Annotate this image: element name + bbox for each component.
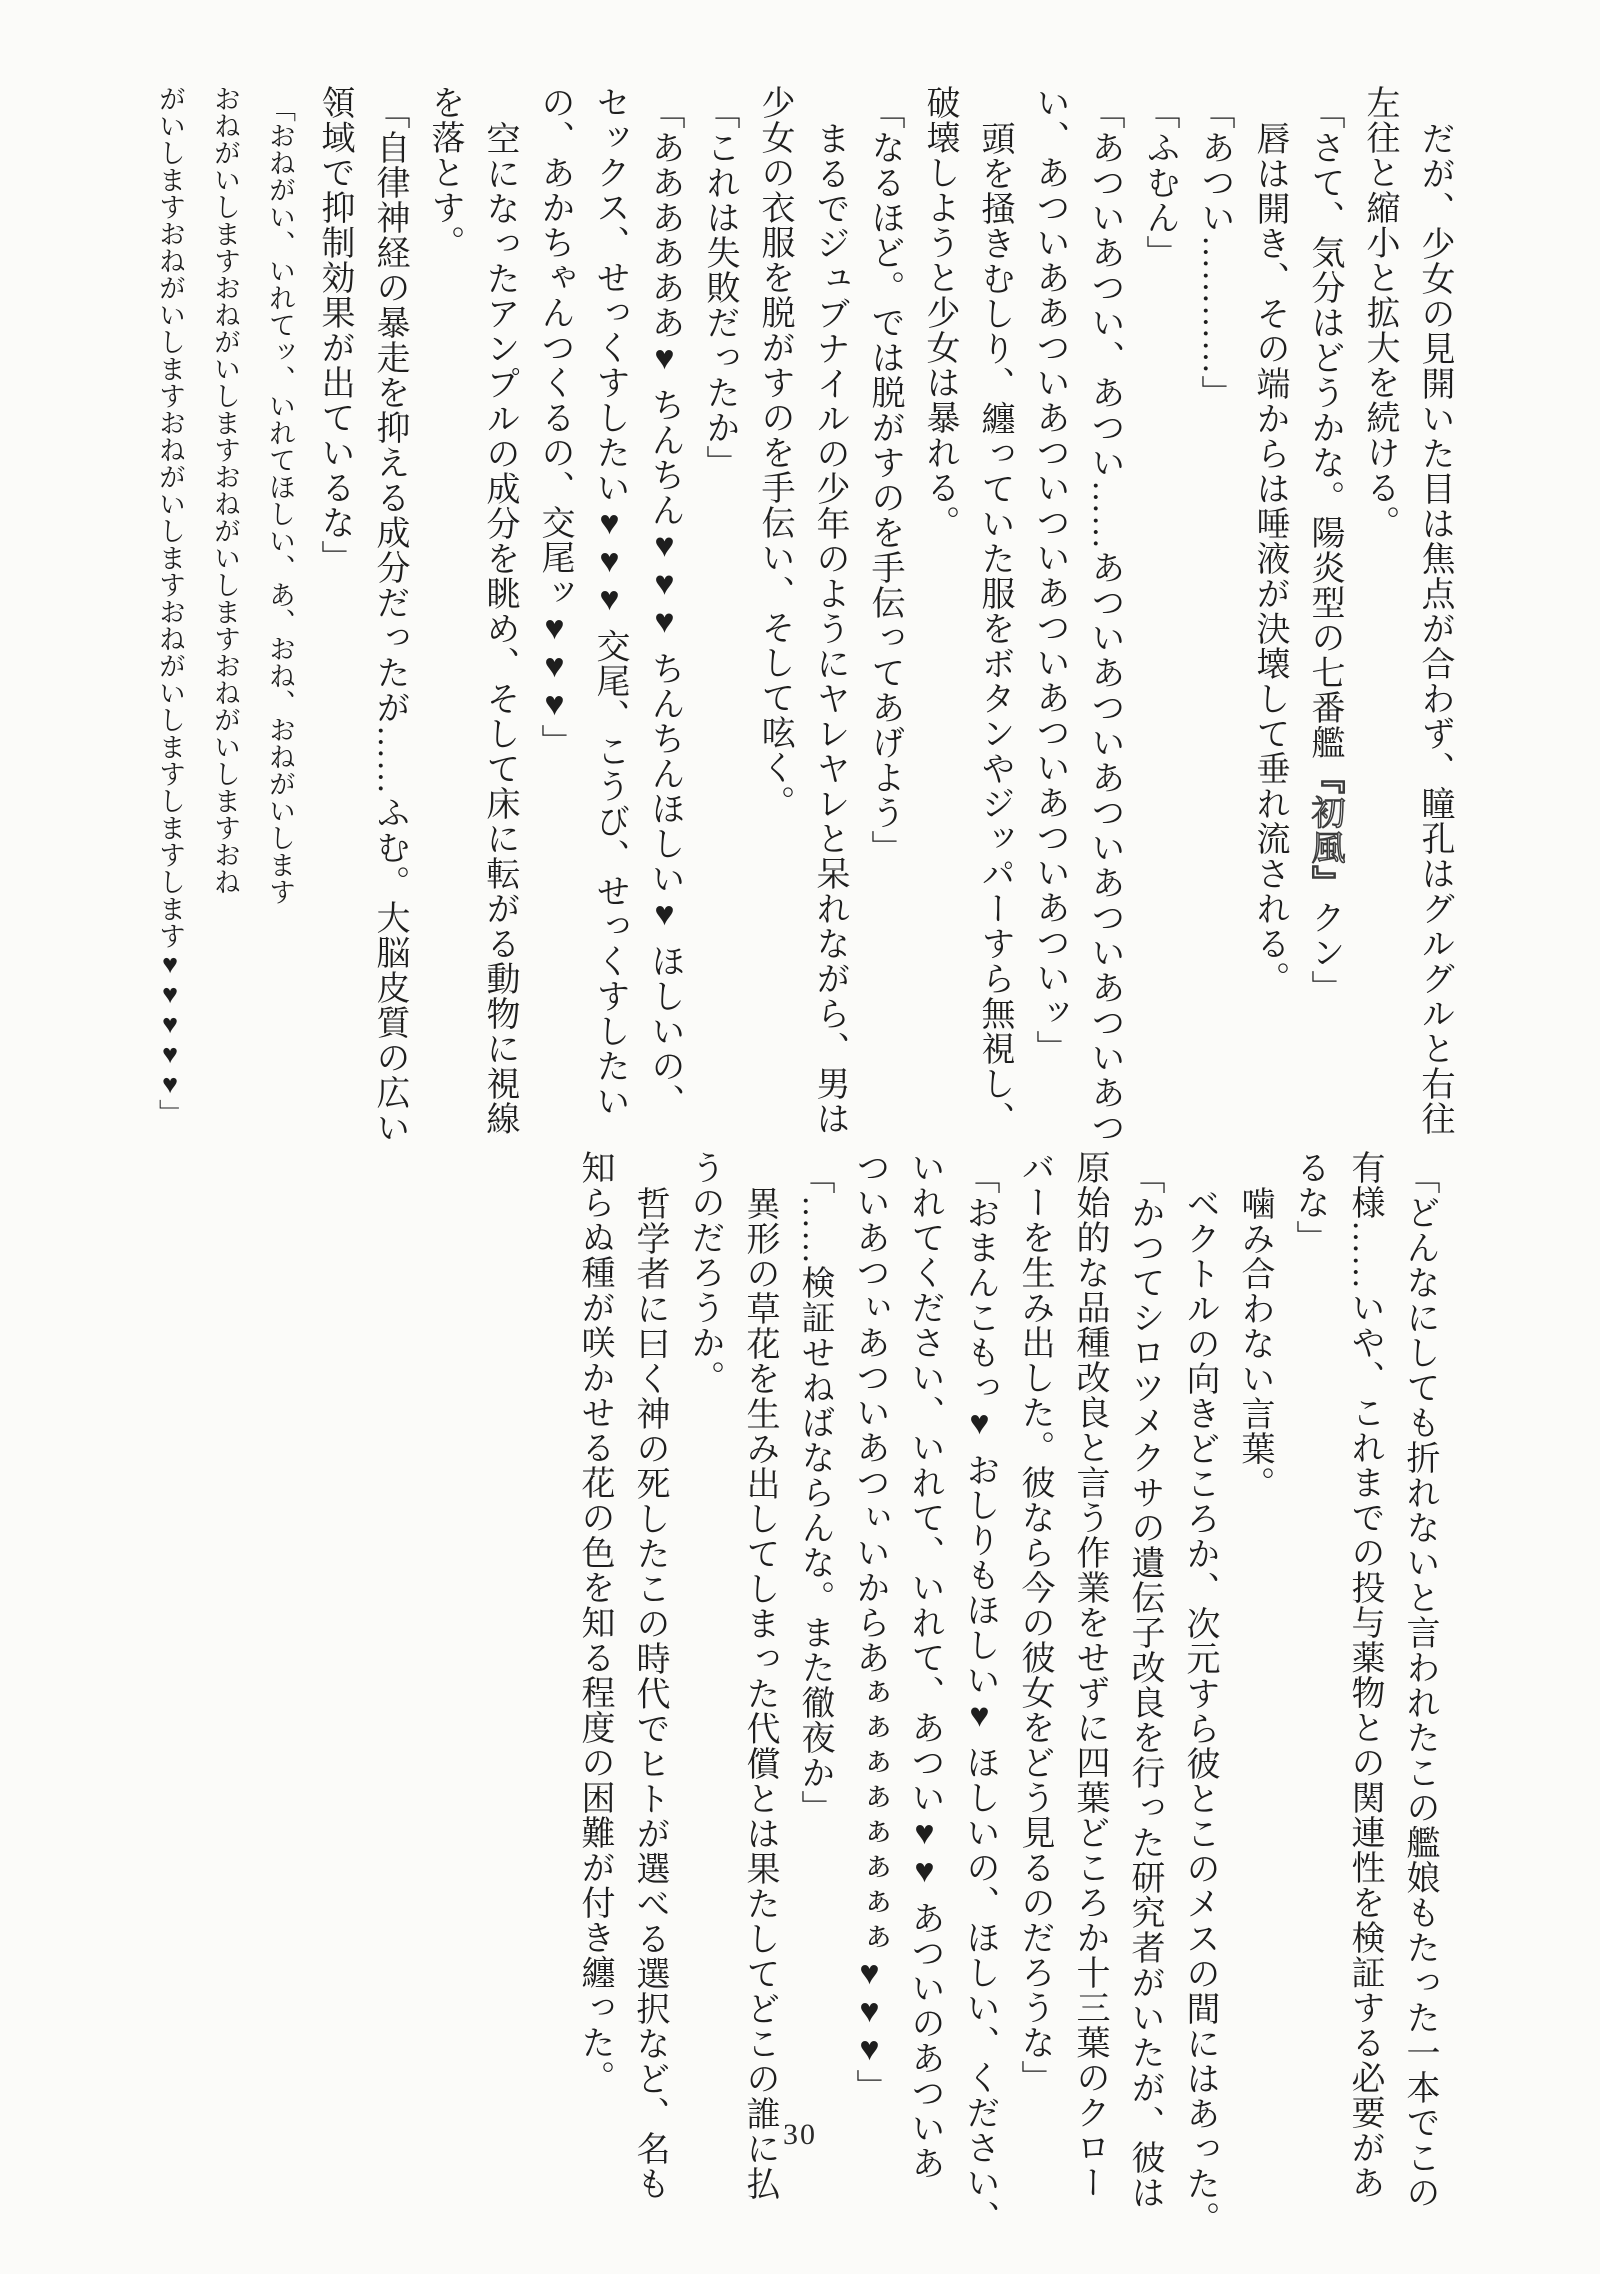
lower-text-block: [565, 1150, 1447, 2236]
text-column: 噛み合わない言葉。: [1236, 1186, 1273, 1501]
text-column: セックス、せっくすしたい♥♥♥ 交尾、こうび、せっくすしたい: [591, 85, 628, 1119]
text-column: 「あつい…………」: [1196, 95, 1233, 410]
text-column: を落とす。: [426, 85, 463, 260]
text-column: 少女の衣服を脱がすのを手伝い、そして呟く。: [756, 85, 793, 820]
text-column: い、あついああついあついついあついあついあついあついッ」: [1031, 85, 1068, 1065]
text-run: クン」: [1306, 900, 1343, 1005]
text-column: 原始的な品種改良と言う作業をせずに四葉どころか十三葉のクロー: [1071, 1150, 1108, 2200]
text-column: 「かつてシロツメクサの遺伝子改良を行った研究者がいたが、彼は: [1126, 1160, 1163, 2210]
text-column: 哲学者に曰く神の死したこの時代でヒトが選べる選択など、名も: [631, 1186, 668, 2201]
text-column: バーを生み出した。彼なら今の彼女をどう見るのだろうな」: [1016, 1150, 1053, 2095]
text-column: 「ふむん」: [1141, 95, 1178, 270]
text-column: だが、少女の見開いた目は焦点が合わず、瞳孔はグルグルと右往: [1416, 121, 1453, 1136]
text-column: うのだろうか。: [686, 1150, 723, 1395]
text-column: の、あかちゃんつくるの、交尾ッ♥♥♥」: [536, 85, 573, 759]
ship-name-hatsukaze: 『初風』: [1306, 760, 1343, 900]
text-column: まるでジュブナイルの少年のようにヤレヤレと呆れながら、男は: [811, 121, 848, 1136]
text-column: 「なるほど。では脱がすのを手伝ってあげよう」: [866, 95, 903, 865]
page-number: 30: [783, 2118, 817, 2151]
text-column: 「これは失敗だったか」: [701, 95, 738, 480]
text-column: 「おねがい、いれてッ、いれてほしい、あ、おね、おねがいします: [265, 95, 295, 905]
text-column: おねがいしますおねがいしますおねがいしますおねがいしますおね: [210, 85, 240, 895]
text-column: 有様……いや、これまでの投与薬物との関連性を検証する必要があ: [1346, 1150, 1383, 2200]
text-column: いれてください、いれて、いれて、あつい♥♥ あついのあついあ: [906, 1150, 943, 2181]
text-run: 「さて、気分はどうかな。陽炎型の七番艦: [1306, 95, 1343, 760]
text-column: ベクトルの向きどころか、次元すら彼とこのメスの間にはあった。: [1181, 1186, 1218, 2236]
text-column: 異形の草花を生み出してしまった代償とは果たしてどこの誰に払: [741, 1186, 778, 2201]
text-column: [1297, 85, 1352, 1115]
text-column: 「ああああああ♥ ちんちん♥♥♥ ちんちんほしい♥ ほしいの、: [646, 95, 683, 1119]
text-column: がいしますおねがいしますおねがいしますおねがいしますしますします♥♥♥♥♥」: [155, 85, 185, 1126]
text-column: 左往と縮小と拡大を続ける。: [1361, 85, 1398, 540]
text-column: 空になったアンプルの成分を眺め、そして床に転がる動物に視線: [481, 121, 518, 1136]
text-column: 知らぬ種が咲かせる花の色を知る程度の困難が付き纏った。: [576, 1150, 613, 2095]
text-column: ついあつぃあついあつぃいからあぁぁぁぁぁぁぁぁ♥♥♥」: [851, 1150, 888, 2104]
text-column: 唇は開き、その端からは唾液が決壊して垂れ流される。: [1251, 121, 1288, 996]
text-column: 破壊しようと少女は暴れる。: [921, 85, 958, 540]
text-column: 「……検証せねばならんな。また徹夜か」: [796, 1160, 833, 1825]
text-column: るな」: [1291, 1150, 1328, 1255]
text-column: 領域で抑制効果が出ているな」: [316, 85, 353, 575]
text-column: 「あついあつい、あつい……あついあついあついあついあついあつ: [1086, 95, 1123, 1145]
text-column: 「自律神経の暴走を抑える成分だったが……ふむ。大脳皮質の広い: [371, 95, 408, 1145]
text-column: 「おまんこもっ♥ おしりもほしい♥ ほしいの、ほしい、ください、: [961, 1160, 998, 2235]
text-column: 頭を掻きむしり、纏っていた服をボタンやジッパーすら無視し、: [976, 121, 1013, 1136]
upper-text-block: [140, 85, 1462, 1145]
text-column: 「どんなにしても折れないと言われたこの艦娘もたった一本でこの: [1401, 1160, 1438, 2210]
